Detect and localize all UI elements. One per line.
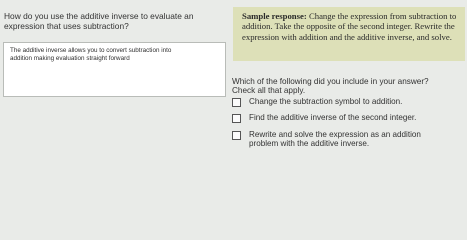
question-text: How do you use the additive inverse to evaluate an expression that uses subtraction? bbox=[4, 11, 194, 31]
choice-label: Find the additive inverse of the second integer. bbox=[249, 113, 417, 122]
checkbox[interactable] bbox=[232, 131, 241, 140]
choice-option-3[interactable] bbox=[232, 130, 449, 148]
choice-option-2[interactable] bbox=[232, 113, 449, 123]
checkbox[interactable] bbox=[232, 98, 241, 107]
answer-textbox[interactable] bbox=[3, 42, 226, 97]
choice-label: Change the subtraction symbol to addition. bbox=[249, 97, 403, 106]
multiple-choice-question: Which of the following did you include in your answer? bbox=[232, 77, 429, 86]
checkbox[interactable] bbox=[232, 114, 241, 123]
multiple-choice-instruction: Check all that apply. bbox=[232, 86, 306, 96]
answer-text: The additive inverse allows you to convert subtraction into addition making evaluation straight forward bbox=[10, 47, 172, 62]
multiple-choice-prompt bbox=[232, 77, 465, 96]
sample-response-panel bbox=[233, 7, 465, 61]
sample-response-label: Sample response: bbox=[242, 11, 307, 21]
choice-option-1[interactable] bbox=[232, 97, 449, 107]
sample-response-text: Change the expression from subtraction to addition. Take the opposite of the second integer. Rewrite the expression with addition and the additive inverse, and solve. bbox=[242, 11, 457, 42]
choice-label: Rewrite and solve the expression as an addition problem with the additive inverse. bbox=[249, 130, 421, 149]
